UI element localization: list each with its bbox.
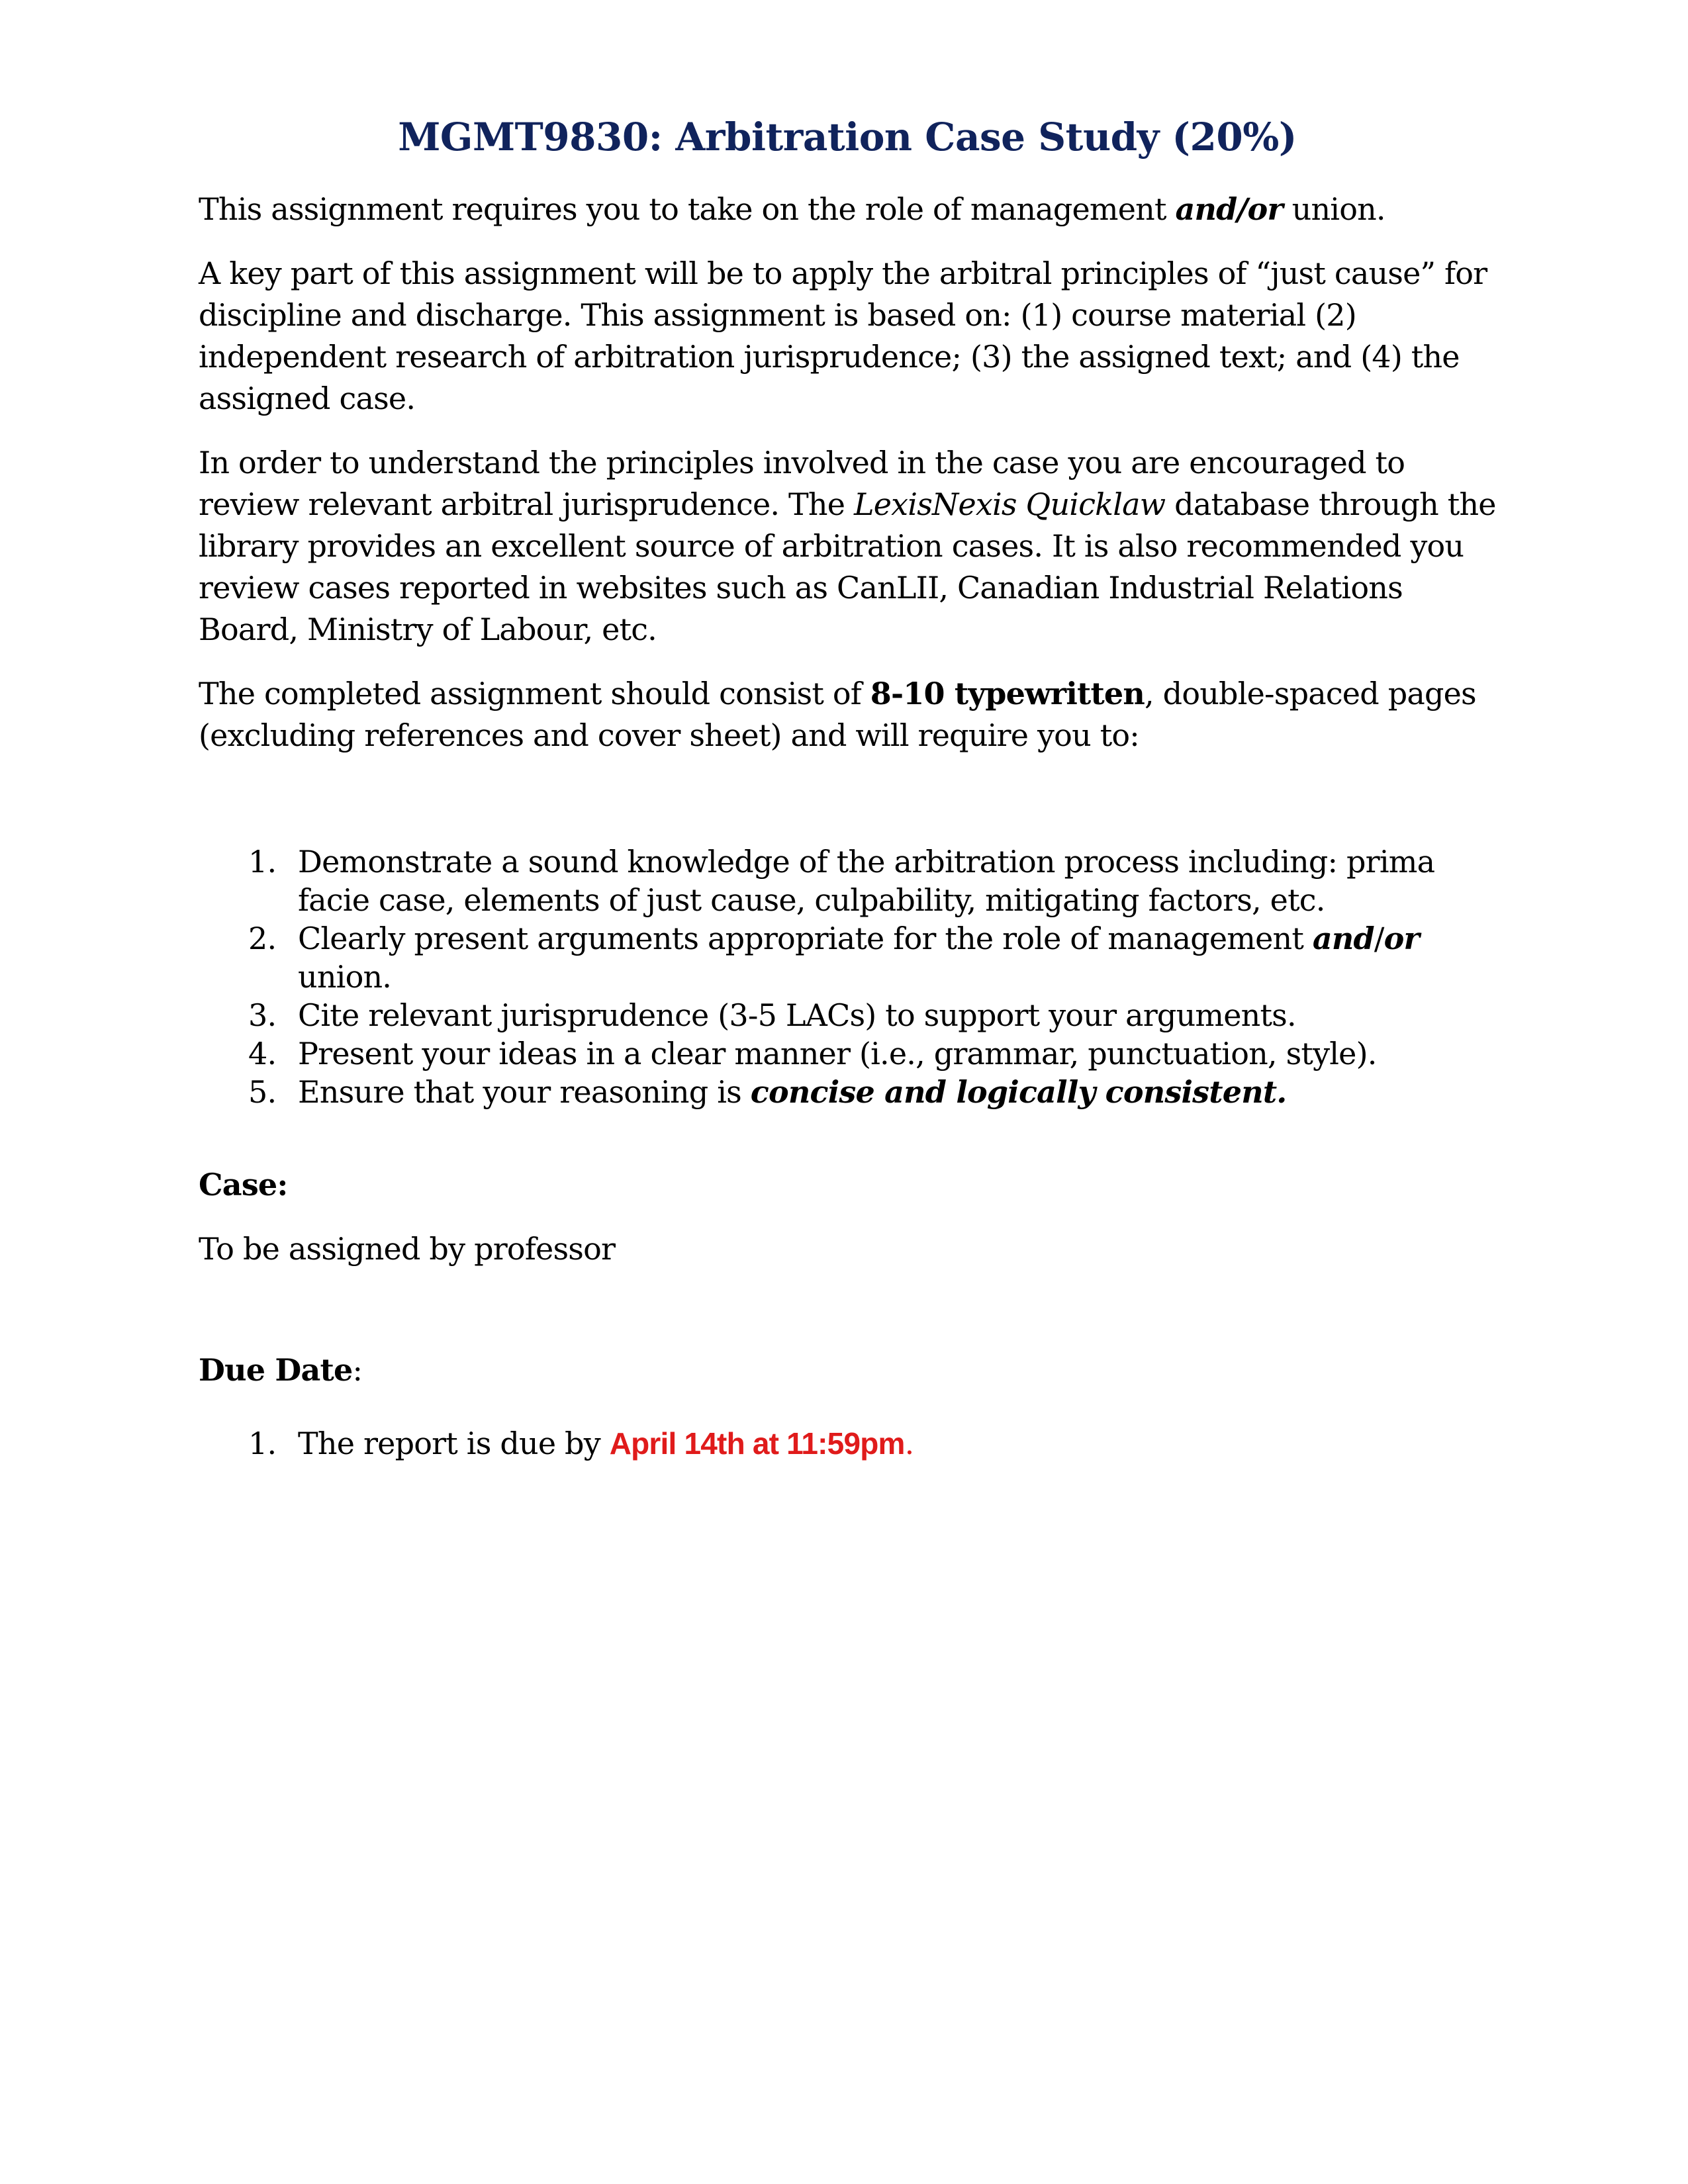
intro-emphasis: and/or <box>1175 191 1283 228</box>
intro-text: This assignment requires you to take on the role of management <box>199 191 1176 228</box>
list-item <box>199 1073 1496 1111</box>
list-item <box>199 842 1496 919</box>
length-paragraph <box>199 673 1496 756</box>
case-heading: Case: <box>199 1167 288 1203</box>
list-item <box>199 919 1496 996</box>
due-date-value: April 14th at 11:59pm <box>609 1426 905 1461</box>
research-paragraph <box>199 442 1496 651</box>
page-title: MGMT9830: Arbitration Case Study (20%) <box>398 114 1297 159</box>
page-count: 8-10 typewritten <box>870 676 1145 712</box>
list-item <box>199 996 1496 1034</box>
list-item-emphasis: and <box>1312 921 1374 957</box>
list-item-text: Present your ideas in a clear manner (i.e., grammar, punctuation, style). <box>298 1036 1377 1072</box>
due-date-colon: : <box>352 1352 363 1388</box>
intro-text-end: union. <box>1282 191 1385 228</box>
list-item-text: Clearly present arguments appropriate for the role of management <box>298 921 1313 957</box>
list-number: 2. <box>248 921 277 957</box>
document-page <box>199 113 1496 1463</box>
case-text: To be assigned by professor <box>199 1231 616 1267</box>
list-item-text: Ensure that your reasoning is <box>298 1074 751 1111</box>
list-item-emphasis: concise and logically consistent. <box>750 1074 1287 1111</box>
intro-paragraph <box>199 189 1496 230</box>
list-item-text: Cite relevant jurisprudence (3-5 LACs) to support your arguments. <box>298 997 1296 1034</box>
database-name: LexisNexis Quicklaw <box>853 486 1166 523</box>
length-text: The completed assignment should consist of <box>199 676 870 712</box>
research-text-end: database through the library provides an excellent source of arbitration cases. It is also recommended you review cases reported in websites such as CanLII, Canadian Industrial Relations Board, Ministry of Labour, etc. <box>199 486 1496 648</box>
list-number: 1. <box>248 1426 277 1462</box>
list-item-text: Demonstrate a sound knowledge of the arbitration process including: prima facie case, elements of just cause, culpability, mitigating factors, etc. <box>298 844 1435 919</box>
list-number: 1. <box>248 844 277 880</box>
list-item <box>199 1424 1496 1463</box>
list-item-slash: / <box>1374 921 1384 957</box>
key-part-paragraph: A key part of this assignment will be to apply the arbitral principles of “just cause” for discipline and discharge. This assignment is based on: (1) course material (2) independent research of arbitration jurisprudence; (3) the assigned text; and (4) the assigned case. <box>199 255 1487 417</box>
list-number: 4. <box>248 1036 277 1072</box>
due-date-period: . <box>904 1426 914 1462</box>
list-item-text-end: union. <box>298 959 392 995</box>
list-number: 3. <box>248 997 277 1034</box>
due-text: The report is due by <box>298 1426 610 1462</box>
list-item <box>199 1034 1496 1073</box>
list-number: 5. <box>248 1074 277 1111</box>
requirements-list <box>199 842 1496 1111</box>
due-date-heading <box>199 1349 1496 1391</box>
list-item-emphasis: or <box>1383 921 1419 957</box>
due-date-heading-text: Due Date <box>199 1352 353 1388</box>
due-date-list <box>199 1424 1496 1463</box>
length-text-end: , double-spaced pages (excluding references and cover sheet) and will require you to: <box>199 676 1476 754</box>
research-text: In order to understand the principles involved in the case you are encouraged to review relevant arbitral jurisprudence. The <box>199 445 1405 523</box>
